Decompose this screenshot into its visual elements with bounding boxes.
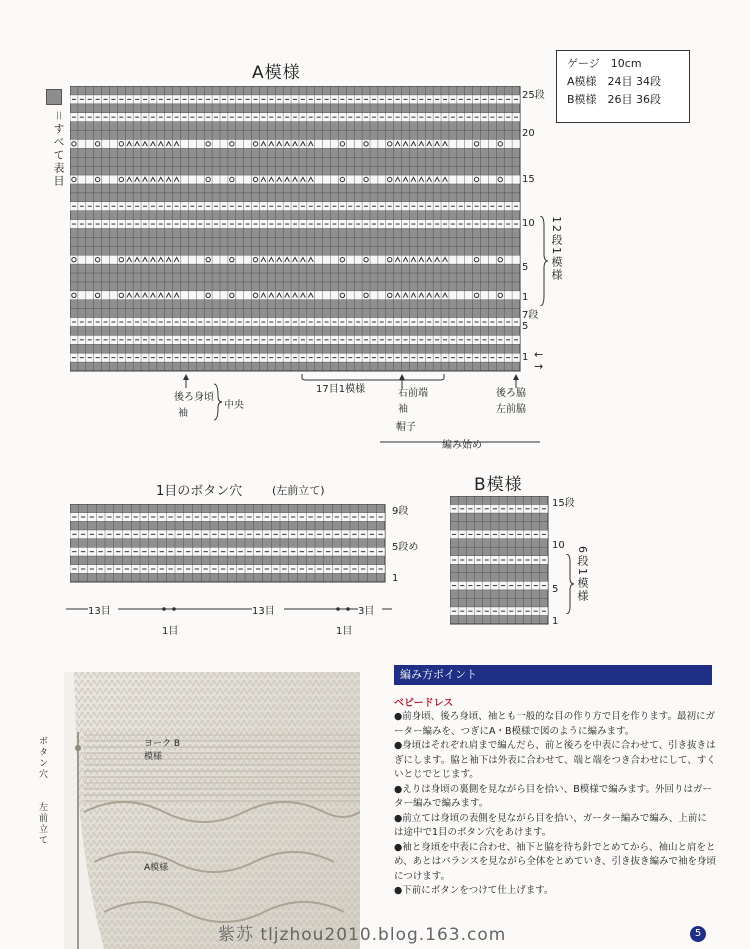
row-label-garter-1: 1	[522, 352, 529, 363]
watermark: 紫苏 tljzhou2010.blog.163.com	[218, 925, 507, 945]
right-arrow-icon: →	[534, 360, 544, 373]
label-center: 中央	[224, 400, 244, 411]
knit-photo-image	[64, 672, 360, 949]
repeat-brace-b	[564, 554, 574, 614]
label-hood: 帽子	[396, 422, 416, 433]
buttonhole-chart	[70, 504, 390, 584]
row-label-15: 15	[522, 174, 535, 185]
knit-photo	[64, 672, 360, 949]
row-label-25: 25段	[522, 90, 545, 101]
instructions-header: 編み方ポイント	[394, 665, 712, 685]
b-row-5: 5	[552, 584, 559, 595]
legend-text: ＝すべて表目	[52, 110, 65, 188]
b-row-10: 10	[552, 540, 565, 551]
bh-width-13-a: 13目	[88, 606, 111, 617]
bh-row-9: 9段	[392, 506, 409, 517]
label-repeat-17: 17目1模様	[316, 384, 366, 395]
instructions-body	[394, 710, 716, 899]
gauge-title: ゲージ 10cm	[567, 57, 642, 70]
pattern-b-title: B模様	[474, 475, 523, 495]
label-sleeve-2: 袖	[398, 404, 408, 415]
gauge-a: A模様 24目 34段	[567, 75, 662, 88]
label-back-side: 後ろ脇	[496, 388, 526, 399]
repeat-label-b: 6段1模様	[576, 546, 589, 603]
buttonhole-subtitle: (左前立て)	[272, 484, 325, 497]
label-right-front: 右前端	[398, 388, 428, 399]
instruction-paragraph: ●前立ては身頃の表側を見ながら目を拾い、ガーター編みで編み、上前には途中で1目のボタン穴をあけます。	[394, 812, 707, 838]
b-row-1: 1	[552, 616, 559, 627]
label-left-front: 左前脇	[496, 404, 526, 415]
row-label-10: 10	[522, 218, 535, 229]
bh-one-st-a: 1目	[162, 626, 179, 637]
bh-one-st-b: 1目	[336, 626, 353, 637]
label-start: 編み始め	[442, 440, 482, 451]
b-row-15: 15段	[552, 498, 575, 509]
photo-label-yoke: ヨーク B模様	[144, 739, 181, 762]
repeat-label-a: 12段1模様	[550, 216, 563, 282]
photo-label-left-front: 左前立て	[37, 802, 47, 846]
pattern-a-title: A模様	[252, 63, 301, 83]
row-label-20: 20	[522, 128, 535, 139]
instruction-paragraph: ●えりは身頃の裏側を見ながら目を拾い、B模様で編みます。外回りはガーター編みで編みます。	[394, 783, 713, 809]
instructions-subheader: ベビードレス	[394, 698, 454, 709]
gauge-b: B模様 26目 36段	[567, 93, 662, 106]
photo-label-buttonhole: ボタン穴	[37, 736, 47, 780]
row-label-7: 7段	[522, 310, 539, 321]
bh-width-13-b: 13目	[252, 606, 275, 617]
instruction-paragraph: ●前身頃、後ろ身頃、袖とも一般的な目の作り方で目を作ります。最初にガーター編みを、つぎにA・B模様で図のように編みます。	[394, 711, 716, 737]
bh-row-1: 1	[392, 573, 399, 584]
legend-swatch-icon	[46, 89, 62, 105]
bh-row-5: 5段め	[392, 542, 419, 553]
label-sleeve: 袖	[178, 408, 188, 419]
gauge-box	[556, 50, 690, 123]
pattern-b-chart	[450, 496, 550, 626]
left-arrow-icon: ←	[534, 348, 544, 361]
pattern-a-chart	[70, 86, 530, 376]
buttonhole-dimension-line	[66, 602, 392, 616]
repeat-brace-a	[538, 216, 548, 306]
row-label-1: 1	[522, 292, 529, 303]
instruction-paragraph: ●下前にボタンをつけて仕上げます。	[394, 885, 554, 896]
photo-label-a: A模様	[144, 863, 169, 873]
page-number: 5	[690, 926, 706, 942]
bh-width-3: 3目	[358, 606, 375, 617]
instruction-paragraph: ●袖と身頃を中表に合わせ、袖下と脇を待ち針でとめてから、袖山と肩をとめ、あとはバランスを見ながら全体をとめていき、引き抜き編みで袖を身頃につけます。	[394, 841, 716, 882]
row-label-garter-5: 5	[522, 321, 529, 332]
buttonhole-title: 1目のボタン穴	[156, 484, 243, 499]
row-label-5: 5	[522, 262, 529, 273]
label-back-body: 後ろ身頃	[174, 392, 214, 403]
instruction-paragraph: ●身頃はそれぞれ肩まで編んだら、前と後ろを中表に合わせて、引き抜きはぎにします。脇と袖下は外表に合わせて、端と端をつき合わせにして、すくいとじでとじます。	[394, 740, 716, 780]
